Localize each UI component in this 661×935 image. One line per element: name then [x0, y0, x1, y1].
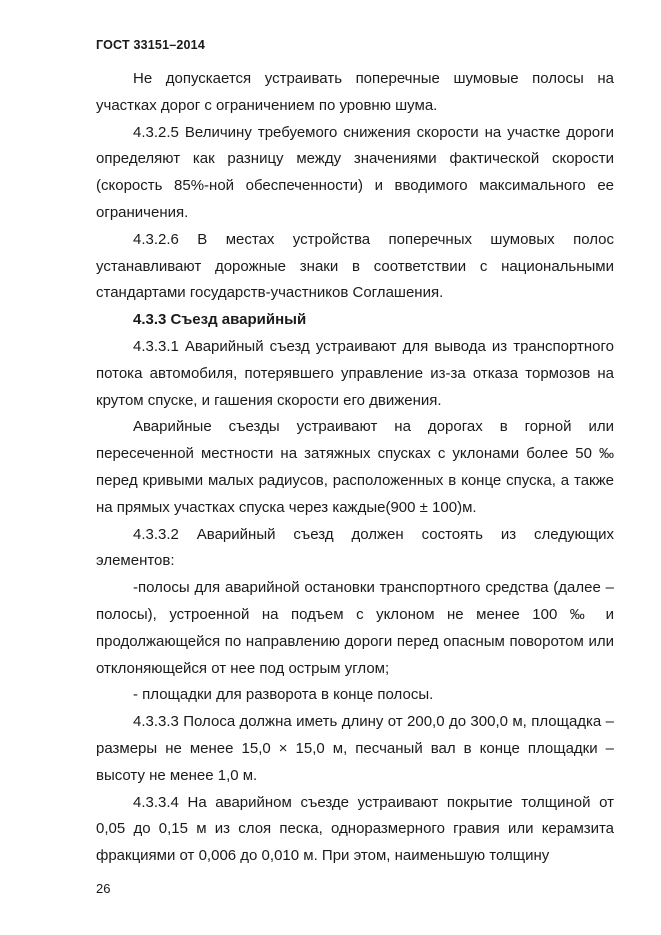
paragraph-noise-strip-restriction: Не допускается устраивать поперечные шумовые полосы на участках дорог с ограничением по уровню шума. — [96, 70, 614, 114]
list-item-emergency-lane: -полосы для аварийной остановки транспортного средства (далее – полосы), устроенной на подъем с уклоном не менее 100 ‰ и продолжающейся по направлению дороги перед опасным поворотом или отклоняющейся от нее под острым углом; — [96, 579, 614, 677]
section-heading-4-3-3: 4.3.3 Съезд аварийный — [133, 311, 307, 329]
paragraph-4-3-3-2: 4.3.3.2 Аварийный съезд должен состоять из следующих элементов: — [96, 525, 614, 570]
paragraph-4-3-3-4: 4.3.3.4 На аварийном съезде устраивают покрытие толщиной от 0,05 до 0,15 м из слоя песка, одноразмерного гравия или керамзита фракциями от 0,006 до 0,010 м. При этом, наименьшую толщину — [96, 793, 614, 865]
paragraph-4-3-2-5: 4.3.2.5 Величину требуемого снижения скорости на участке дороги определяют как разницу между значениями фактической скорости (скорость 85%-ной обеспеченности) и вводимого максимального ее ограничения. — [96, 123, 614, 221]
document-body — [96, 66, 614, 870]
paragraph-4-3-3-3: 4.3.3.3 Полоса должна иметь длину от 200,0 до 300,0 м, площадка – размеры не менее 15,0 × 15,0 м, песчаный вал в конце площадки – высоту не менее 1,0 м. — [96, 713, 614, 784]
list-item-turnaround-area: - площадки для разворота в конце полосы. — [133, 686, 434, 704]
page-number: 26 — [96, 881, 111, 896]
document-header: ГОСТ 33151–2014 — [96, 38, 205, 52]
paragraph-4-3-2-6: 4.3.2.6 В местах устройства поперечных шумовых полос устанавливают дорожные знаки в соответствии с национальными стандартами государств-участников Соглашения. — [96, 230, 614, 302]
paragraph-emergency-exits-location: Аварийные съезды устраивают на дорогах в горной или пересеченной местности на затяжных спусках с уклонами более 50 ‰ перед кривыми малых радиусов, расположенных в конце спуска, а также на прямых участках спуска через каждые(900 ± 100)м. — [96, 418, 614, 516]
paragraph-4-3-3-1: 4.3.3.1 Аварийный съезд устраивают для вывода из транспортного потока автомобиля, потерявшего управление из-за отказа тормозов на крутом спуске, и гашения скорости его движения. — [96, 337, 614, 409]
